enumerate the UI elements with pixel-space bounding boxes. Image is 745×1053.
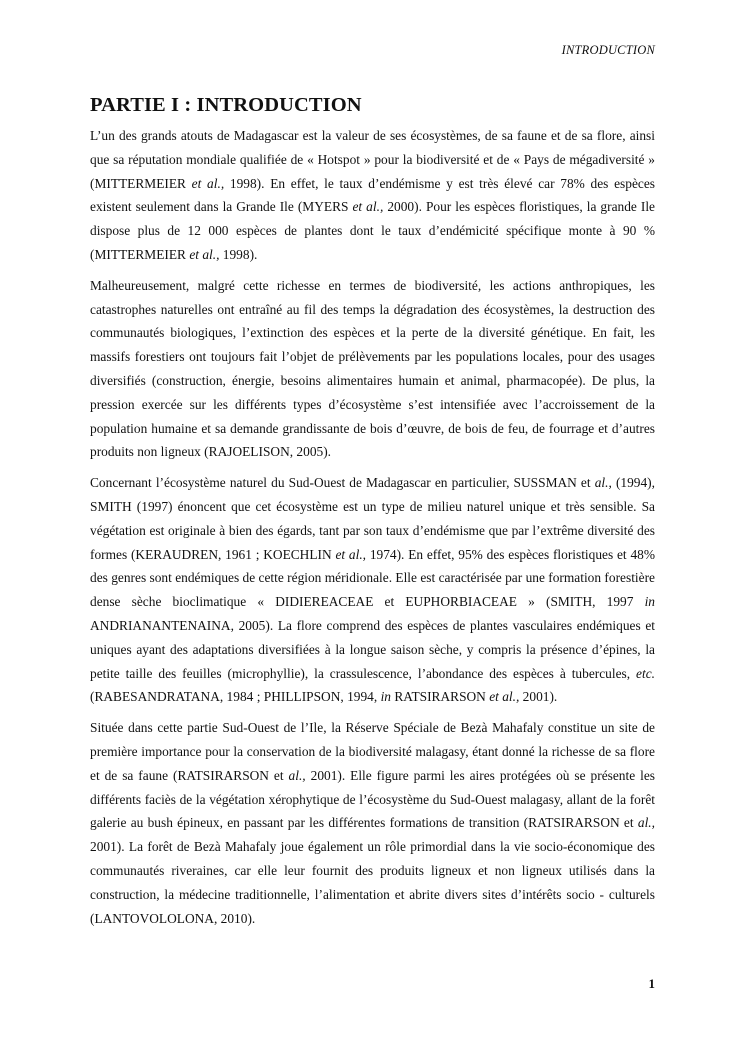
text-run: 2000). Pour les espèces floristiques, la grande Ile dispose plus de 12 000 espèces de plantes dont le taux d’endémicité spécifique monte à 90 % (MITTERMEIER <box>90 199 655 262</box>
running-header: INTRODUCTION <box>561 43 655 57</box>
italic-run: et al., <box>189 246 220 262</box>
paragraph <box>90 716 655 930</box>
text-run: , (1994), SMITH (1997) énoncent que cet écosystème est un type de milieu naturel unique et très sensible. Sa végétation est originale à bien des égards, tant par son taux d’endémisme que par l’extrême diversité des formes (KERAUDREN, 1961 ; KOECHLIN <box>90 475 655 562</box>
text-run: L’un des grands atouts de Madagascar est la valeur de ses écosystèmes, de sa faune et de sa flore, ainsi que sa réputation mondiale qualifiée de « Hotspot » pour la biodiversité et de « Pays de mégadiversité » (MITTERMEIER <box>90 128 655 191</box>
text-run: Concernant l’écosystème naturel du Sud-Ouest de Madagascar en particulier, SUSSMAN et <box>90 475 595 491</box>
italic-run: etc. <box>636 665 655 681</box>
text-run: ANDRIANANTENAINA, 2005). La flore comprend des espèces de plantes vasculaires endémiques et uniques ayant des adaptations diversifiées à la longue saison sèche, y compris la présence d’épines, la petite taille des feuilles (microphyllie), la crassulescence, l’abondance des espèces à tubercules, <box>90 617 655 681</box>
italic-run: et al., <box>335 546 367 562</box>
italic-run: al., <box>288 767 306 783</box>
paragraph <box>90 274 655 464</box>
text-run: 2001). Elle figure parmi les aires protégées où se présente les différents faciès de la végétation xérophytique de l’écosystème du Sud-Ouest malagasy, allant de la forêt galerie au bush épineux, en passant par les différentes formations de transition (RATSIRARSON et <box>90 767 655 831</box>
italic-run: et al., <box>352 199 384 215</box>
text-run: 2001). La forêt de Bezà Mahafaly joue également un rôle primordial dans la vie socio-économique des communautés riveraines, car elle leur fournit des produits ligneux et non ligneux utilisés dans la construction, la médecine traditionnelle, l’alimentation et abrite divers sites d’intérêts socio - culturels (LANTOVOLOLONA, 2010). <box>90 839 655 926</box>
text-run: RATSIRARSON <box>390 689 490 705</box>
italic-run: al. <box>594 475 609 491</box>
italic-run: et al., <box>489 689 520 705</box>
italic-run: et al., <box>191 175 225 191</box>
italic-run: al., <box>637 815 655 831</box>
text-run: 1974). En effet, 95% des espèces floristiques et 48% des genres sont endémiques de cette région méridionale. Elle est caractérisée par une formation forestière dense sèche bioclimatique « DIDIEREACEAE et EUPHORBIACEAE » (SMITH, 1997 <box>90 546 655 610</box>
italic-run: in <box>380 689 391 705</box>
text-run: (RABESANDRATANA, 1984 ; PHILLIPSON, 1994, <box>90 689 381 705</box>
text-run: 2001). <box>519 689 558 705</box>
text-run: 1998). En effet, le taux d’endémisme y est très élevé car 78% des espèces existent seulement dans la Grande Ile (MYERS <box>90 175 655 215</box>
text-run: Malheureusement, malgré cette richesse en termes de biodiversité, les actions anthropiques, les catastrophes naturelles ont entraîné au fil des temps la dégradation des écosystèmes, la destruction des communautés biologiques, l’extinction des espèces et la perte de la diversité génétique. En fait, les massifs forestiers ont toujours fait l’objet de prélèvements par les populations locales, pour des usages diversifiés (construction, énergie, besoins alimentaires humain et animal, pharmacopée). De plus, la pression exercée sur les différents types d’écosystème s’est intensifiée avec l’accroissement de la population humaine et sa demande grandissante de bois d’œuvre, de bois de feu, de fourrage et d’autres produits non ligneux (RAJOELISON, 2005). <box>90 277 655 460</box>
paragraph <box>90 124 655 267</box>
text-run: 1998). <box>219 246 258 262</box>
body-text <box>90 124 655 937</box>
page-number: 1 <box>648 976 655 991</box>
italic-run: in <box>644 594 655 610</box>
text-run: Située dans cette partie Sud-Ouest de l’Ile, la Réserve Spéciale de Bezà Mahafaly constitue un site de première importance pour la conservation de la biodiversité malagasy, étant donné la richesse de sa flore et de sa faune (RATSIRARSON et <box>90 720 655 783</box>
paragraph <box>90 471 655 709</box>
section-title: PARTIE I : INTRODUCTION <box>90 94 362 116</box>
